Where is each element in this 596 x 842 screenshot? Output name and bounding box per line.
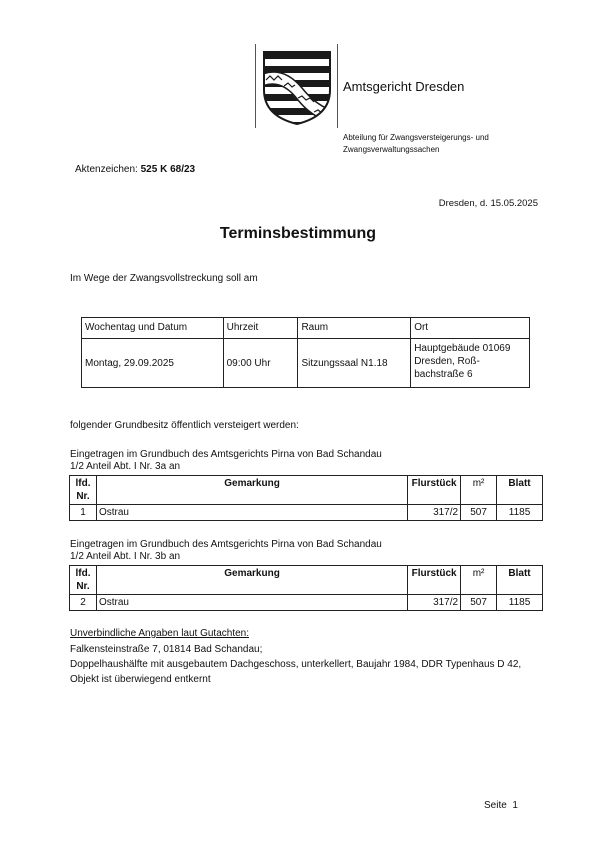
header-cell: Gemarkung [96, 476, 407, 505]
page-title: Terminsbestimmung [219, 225, 377, 242]
aktenzeichen [75, 164, 195, 175]
header-cell: Blatt [497, 476, 543, 505]
table-cell: 2 [70, 595, 97, 611]
page-number: Seite 1 [484, 800, 518, 811]
grundbuch-share: 1/2 Anteil Abt. I Nr. 3b an [70, 551, 181, 562]
gutachten-details [70, 642, 550, 687]
header-cell: Raum [298, 318, 411, 339]
header-cell: Flurstück [408, 566, 461, 595]
table-cell: 317/2 [408, 505, 461, 521]
grundbuch-header-row [70, 476, 543, 505]
letterhead-divider-left [255, 44, 256, 128]
table-cell: 507 [461, 595, 497, 611]
gutachten-heading: Unverbindliche Angaben laut Gutachten: [70, 628, 250, 639]
table-row [70, 595, 543, 611]
document-date: Dresden, d. 15.05.2025 [438, 198, 538, 209]
table-cell: Ostrau [96, 505, 407, 521]
termin-table [81, 317, 530, 388]
table-row [70, 505, 543, 521]
court-name: Amtsgericht Dresden [343, 79, 465, 94]
header-cell: lfd. Nr. [70, 566, 97, 595]
table-cell: 507 [461, 505, 497, 521]
header-cell: Ort [411, 318, 530, 339]
header-cell: Gemarkung [96, 566, 407, 595]
termin-date: Montag, 29.09.2025 [82, 339, 224, 388]
header-cell: Blatt [497, 566, 543, 595]
grundbuch-share: 1/2 Anteil Abt. I Nr. 3a an [70, 461, 181, 472]
header-cell: lfd. Nr. [70, 476, 97, 505]
termin-time: 09:00 Uhr [223, 339, 298, 388]
grundbuch-table-2 [69, 565, 543, 611]
table-cell: Ostrau [96, 595, 407, 611]
intro-text: Im Wege der Zwangsvollstreckung soll am [70, 273, 258, 284]
property-address: Falkensteinstraße 7, 01814 Bad Schandau; [70, 644, 263, 655]
grundbuch-entry-1-text [70, 449, 382, 473]
termin-header-row [82, 318, 530, 339]
table-cell: 317/2 [408, 595, 461, 611]
saxony-coat-of-arms-icon [262, 50, 332, 126]
grundbuch-line: Eingetragen im Grundbuch des Amtsgerichts Pirna von Bad Schandau [70, 449, 382, 460]
header-cell: Flurstück [408, 476, 461, 505]
grundbuch-table-1 [69, 475, 543, 521]
header-cell: m² [461, 566, 497, 595]
grundbesitz-intro: folgender Grundbesitz öffentlich versteigert werden: [70, 420, 299, 431]
termin-location: Hauptgebäude 01069 Dresden, Roß-bachstraße 6 [411, 339, 530, 388]
table-cell: 1 [70, 505, 97, 521]
header-cell: Wochentag und Datum [82, 318, 224, 339]
table-cell: 1185 [497, 505, 543, 521]
table-cell: 1185 [497, 595, 543, 611]
aktenzeichen-value: 525 K 68/23 [140, 164, 196, 175]
grundbuch-line: Eingetragen im Grundbuch des Amtsgerichts Pirna von Bad Schandau [70, 539, 382, 550]
termin-room: Sitzungssaal N1.18 [298, 339, 411, 388]
letterhead-divider-right [337, 44, 338, 128]
termin-data-row [82, 339, 530, 388]
grundbuch-header-row [70, 566, 543, 595]
header-cell: m² [461, 476, 497, 505]
grundbuch-entry-2-text [70, 539, 382, 563]
court-department: Abteilung für Zwangsversteigerungs- und Zwangsverwaltungssachen [343, 133, 489, 154]
aktenzeichen-label: Aktenzeichen: [75, 164, 138, 175]
property-description: Doppelhaushälfte mit ausgebautem Dachgeschoss, unterkellert, Baujahr 1984, DDR Typenhaus D 42, Objekt ist überwiegend entkernt [70, 659, 522, 685]
header-cell: Uhrzeit [223, 318, 298, 339]
